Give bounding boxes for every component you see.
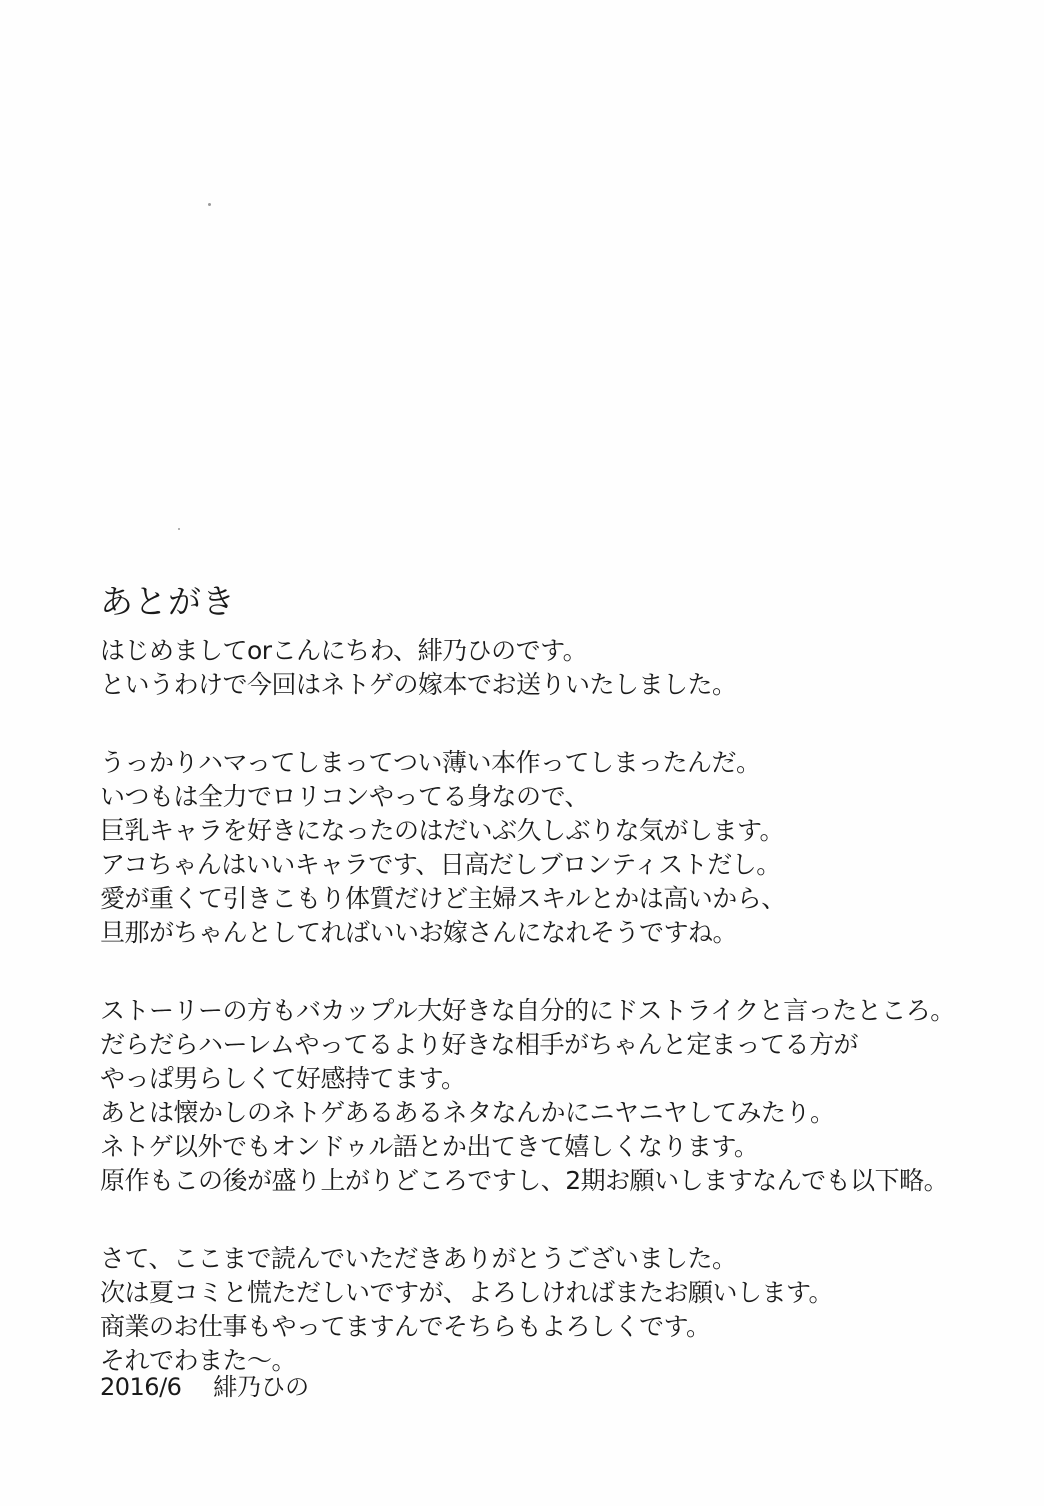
paper-speck: [208, 203, 211, 206]
paragraph: [100, 746, 1000, 950]
text-line: 原作もこの後が盛り上がりどころですし、2期お願いしますなんでも以下略。: [100, 1166, 949, 1195]
text-line: はじめましてorこんにちわ、緋乃ひのです。: [100, 636, 588, 665]
text-line: 商業のお仕事もやってますんでそちらもよろしくです。: [100, 1312, 711, 1341]
afterword: [100, 578, 1000, 1422]
signature-date: 2016/6: [100, 1373, 182, 1401]
text-line: うっかりハマってしまってつい薄い本作ってしまったんだ。: [100, 748, 761, 777]
paragraph: [100, 994, 1000, 1198]
text-line: ネトゲ以外でもオンドゥル語とか出てきて嬉しくなります。: [100, 1132, 759, 1161]
paragraph: [100, 1242, 1000, 1378]
signature-author: 緋乃ひの: [213, 1373, 310, 1401]
text-line: ストーリーの方もバカップル大好きな自分的にドストライクと言ったところ。: [100, 996, 955, 1025]
paper-speck: [178, 528, 180, 530]
text-line: だらだらハーレムやってるより好きな相手がちゃんと定まってる方が: [100, 1030, 859, 1059]
afterword-title: あとがき: [100, 582, 236, 621]
text-line: 旦那がちゃんとしてればいいお嫁さんになれそうですね。: [100, 918, 738, 947]
text-line: やっぱ男らしくて好感持てます。: [100, 1064, 466, 1093]
text-line: 次は夏コミと慌ただしいですが、よろしければまたお願いします。: [100, 1278, 834, 1307]
text-line: さて、ここまで読んでいただきありがとうございました。: [100, 1244, 737, 1273]
text-line: それでわまた～。: [100, 1346, 297, 1375]
text-line: いつもは全力でロリコンやってる身なので、: [100, 782, 590, 811]
paragraph: [100, 634, 1000, 702]
signature: [100, 1370, 309, 1404]
text-line: というわけで今回はネトゲの嫁本でお送りいたしました。: [100, 670, 737, 699]
text-line: アコちゃんはいいキャラです、日高だしブロンティストだし。: [100, 850, 781, 879]
text-line: 巨乳キャラを好きになったのはだいぶ久しぶりな気がします。: [100, 816, 785, 845]
text-line: 愛が重くて引きこもり体質だけど主婦スキルとかは高いから、: [100, 884, 786, 913]
text-line: あとは懐かしのネトゲあるあるネタなんかにニヤニヤしてみたり。: [100, 1098, 835, 1127]
